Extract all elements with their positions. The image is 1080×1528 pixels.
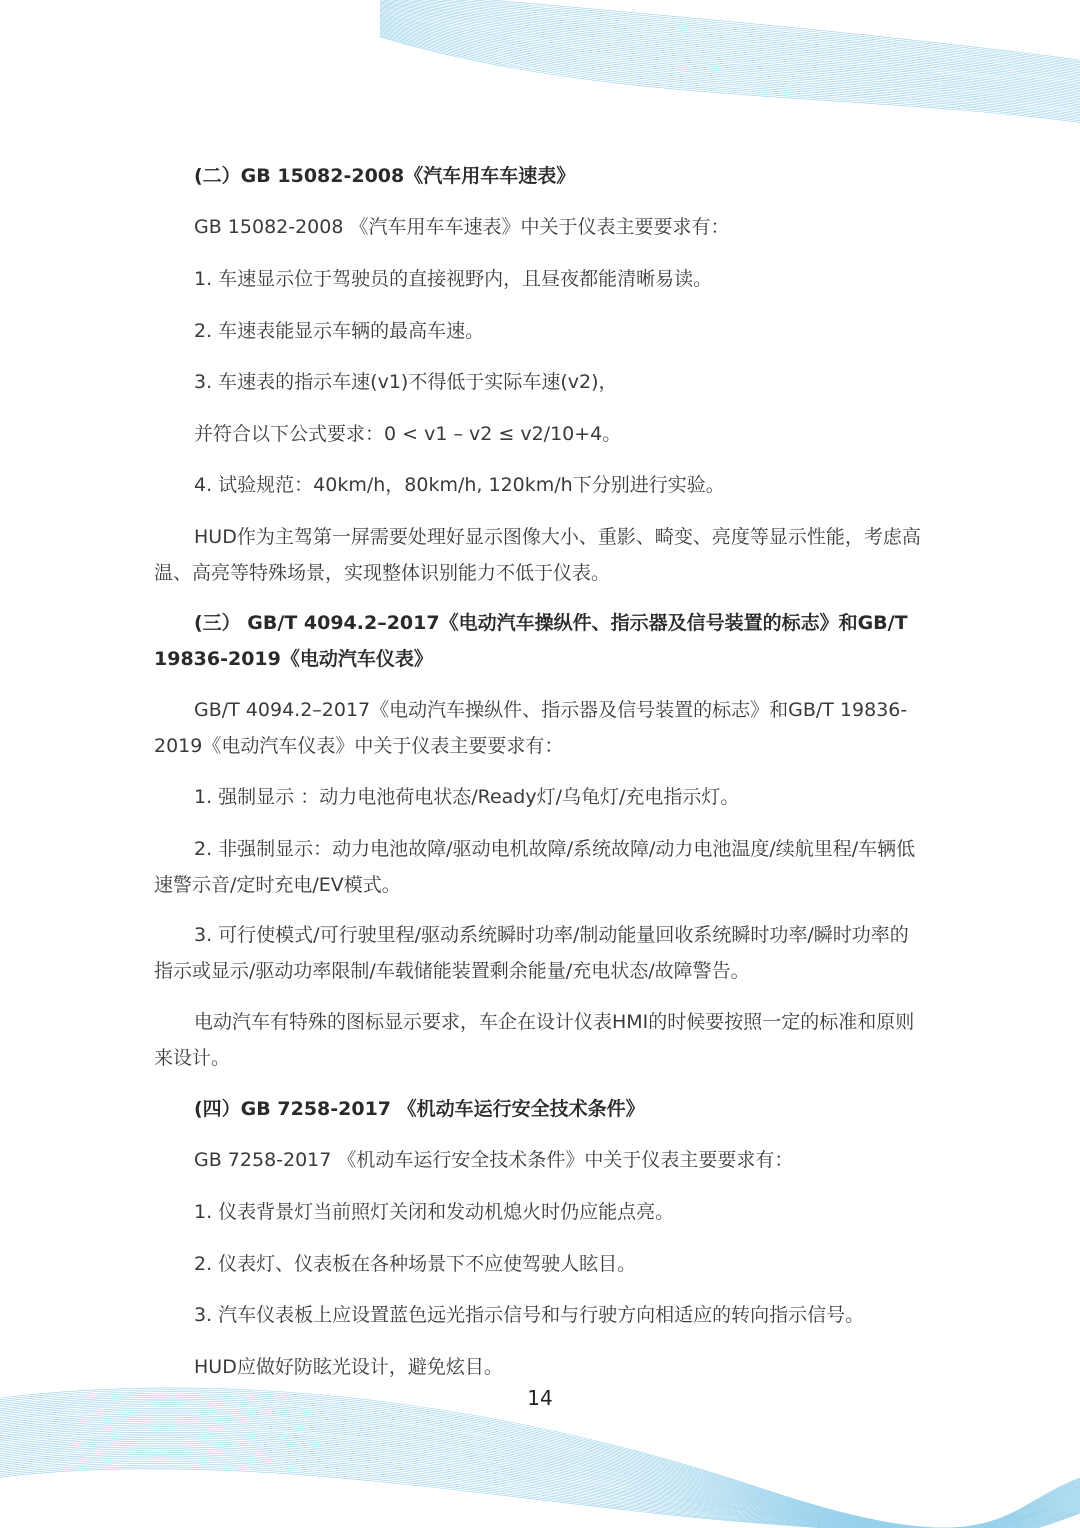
list-item: 2. 非强制显示：动力电池故障/驱动电机故障/系统故障/动力电池温度/续航里程/车辆低速警示音/定时充电/EV模式。 bbox=[154, 838, 916, 896]
section-intro: GB 15082-2008 《汽车用车车速表》中关于仪表主要要求有： bbox=[194, 216, 730, 238]
section-note: 电动汽车有特殊的图标显示要求，车企在设计仪表HMI的时候要按照一定的标准和原则来设计。 bbox=[154, 1011, 915, 1069]
list-item: 1. 仪表背景灯当前照灯关闭和发动机熄火时仍应能点亮。 bbox=[194, 1201, 675, 1223]
list-item: 2. 仪表灯、仪表板在各种场景下不应使驾驶人眩目。 bbox=[194, 1253, 637, 1275]
list-item: 3. 可行使模式/可行驶里程/驱动系统瞬时功率/制动能量回收系统瞬时功率/瞬时功率的指示或显示/驱动功率限制/车载储能装置剩余能量/充电状态/故障警告。 bbox=[154, 924, 909, 982]
list-item: 并符合以下公式要求：0 < v1 – v2 ≤ v2/10+4。 bbox=[194, 423, 622, 445]
section-note: HUD应做好防眩光设计，避免炫目。 bbox=[194, 1356, 503, 1378]
section-heading: (三） GB/T 4094.2–2017《电动汽车操纵件、指示器及信号装置的标志》和GB/T 19836-2019《电动汽车仪表》 bbox=[154, 612, 908, 670]
top-wave-decoration bbox=[0, 0, 1080, 140]
section-intro: GB/T 4094.2–2017《电动汽车操纵件、指示器及信号装置的标志》和GB/T 19836-2019《电动汽车仪表》中关于仪表主要要求有： bbox=[154, 699, 908, 757]
list-item: 2. 车速表能显示车辆的最高车速。 bbox=[194, 320, 485, 342]
section-note: HUD作为主驾第一屏需要处理好显示图像大小、重影、畸变、亮度等显示性能，考虑高温、高亮等特殊场景，实现整体识别能力不低于仪表。 bbox=[154, 526, 921, 584]
list-item: 4. 试验规范：40km/h，80km/h, 120km/h下分别进行实验。 bbox=[194, 474, 725, 496]
section-intro: GB 7258-2017 《机动车运行安全技术条件》中关于仪表主要要求有： bbox=[194, 1149, 794, 1171]
list-item: 1. 强制显示 ：动力电池荷电状态/Ready灯/乌龟灯/充电指示灯。 bbox=[194, 786, 740, 808]
section-heading: (四）GB 7258-2017 《机动车运行安全技术条件》 bbox=[194, 1098, 645, 1120]
list-item: 3. 车速表的指示车速(v1)不得低于实际车速(v2)， bbox=[194, 371, 618, 393]
page-number: 14 bbox=[527, 1386, 553, 1410]
section-heading: (二）GB 15082-2008《汽车用车车速表》 bbox=[194, 165, 576, 187]
list-item: 1. 车速显示位于驾驶员的直接视野内，且昼夜都能清晰易读。 bbox=[194, 268, 713, 290]
list-item: 3. 汽车仪表板上应设置蓝色远光指示信号和与行驶方向相适应的转向指示信号。 bbox=[194, 1304, 865, 1326]
